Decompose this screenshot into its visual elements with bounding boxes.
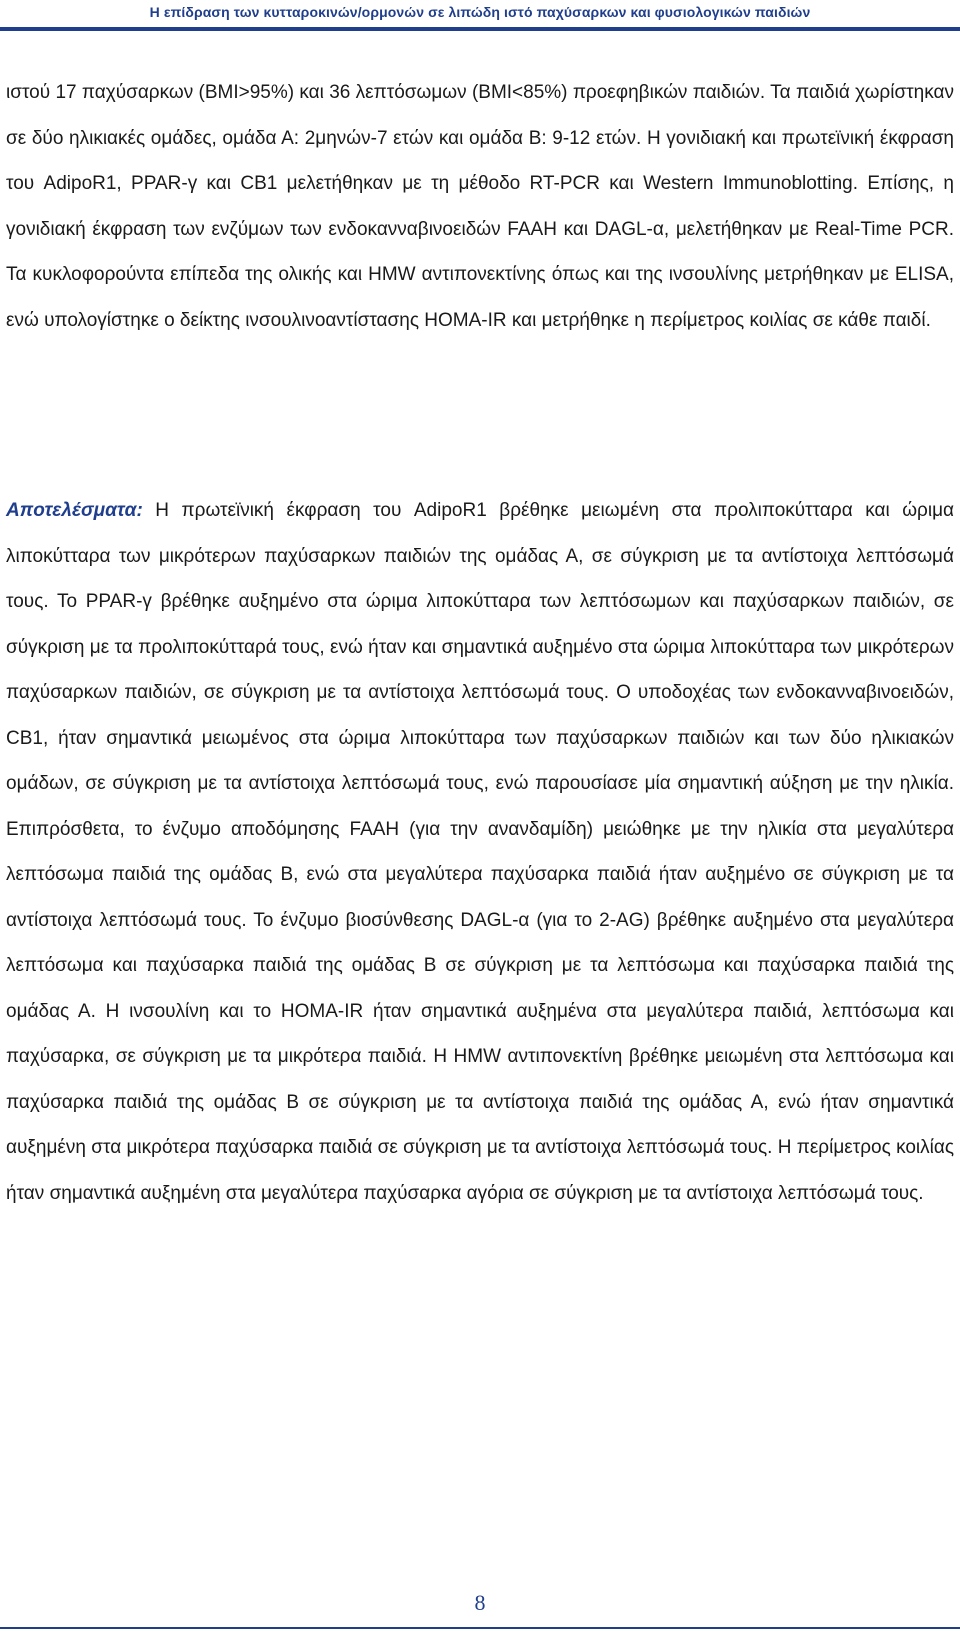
- page-number: 8: [474, 1590, 486, 1615]
- results-paragraph: [6, 488, 954, 1216]
- results-text: Η πρωτεϊνική έκφραση του AdipoR1 βρέθηκε μειωμένη στα προλιποκύτταρα και ώριμα λιποκύτταρα των μικρότερων παχύσαρκων παιδιών της ομάδας Α, σε σύγκριση με τα αντίστοιχα λεπτόσωμά τους. Το PPAR-γ βρέθηκε αυξημένο στα ώριμα λιποκύτταρα των λεπτόσωμων και παχύσαρκων παιδιών, σε σύγκριση με τα προλιποκύτταρά τους, ενώ ήταν και σημαντικά αυξημένο στα ώριμα λιποκύτταρα των μικρότερων παχύσαρκων παιδιών, σε σύγκριση με τα αντίστοιχα λεπτόσωμά τους. Ο υποδοχέας των ενδοκανναβινοειδών, CB1, ήταν σημαντικά μειωμένος στα ώριμα λιποκύτταρα των παχύσαρκων παιδιών και των δύο ηλικιακών ομάδων, σε σύγκριση με τα αντίστοιχα λεπτόσωμά τους, ενώ παρουσίασε μία σημαντική αύξηση με την ηλικία. Επιπρόσθετα, το ένζυμο αποδόμησης FAAH (για την ανανδαμίδη) μειώθηκε με την ηλικία στα μεγαλύτερα λεπτόσωμα παιδιά της ομάδας Β, ενώ στα μεγαλύτερα παχύσαρκα παιδιά ήταν αυξημένο σε σύγκριση με τα αντίστοιχα λεπτόσωμά τους. Το ένζυμο βιοσύνθεσης DAGL-α (για το 2-AG) βρέθηκε αυξημένο στα μεγαλύτερα λεπτόσωμα και παχύσαρκα παιδιά της ομάδας Β σε σύγκριση με τα λεπτόσωμα και παχύσαρκα παιδιά της ομάδας Α. Η ινσουλίνη και το HOMA-IR ήταν σημαντικά αυξημένα στα μεγαλύτερα παιδιά, λεπτόσωμα και παχύσαρκα, σε σύγκριση με τα μικρότερα παιδιά. Η HMW αντιπονεκτίνη βρέθηκε μειωμένη στα λεπτόσωμα και παχύσαρκα παιδιά της ομάδας Β σε σύγκριση με τα αντίστοιχα παιδιά της ομάδας Α, ενώ ήταν σημαντικά αυξημένη στα μικρότερα παχύσαρκα παιδιά σε σύγκριση με τα αντίστοιχα λεπτόσωμά τους. Η περίμετρος κοιλίας ήταν σημαντικά αυξημένη στα μεγαλύτερα παχύσαρκα αγόρια σε σύγκριση με τα αντίστοιχα λεπτόσωμά τους.: [6, 500, 954, 1204]
- methods-paragraph: ιστού 17 παχύσαρκων (BMI>95%) και 36 λεπτόσωμων (BMI<85%) προεφηβικών παιδιών. Τα παιδιά χωρίστηκαν σε δύο ηλικιακές ομάδες, ομάδα Α: 2μηνών-7 ετών και ομάδα Β: 9-12 ετών. Η γονιδιακή και πρωτεϊνική έκφραση του AdipoR1, PPAR-γ και CB1 μελετήθηκαν με τη μέθοδο RT-PCR και Western Immunoblotting. Επίσης, η γονιδιακή έκφραση των ενζύμων των ενδοκανναβινοειδών FAAH και DAGL-α, μελετήθηκαν με Real-Time PCR. Τα κυκλοφορούντα επίπεδα της ολικής και HMW αντιπονεκτίνης όπως και της ινσουλίνης μετρήθηκαν με ELISA, ενώ υπολογίστηκε ο δείκτης ινσουλινοαντίστασης HOMA-IR και μετρήθηκε η περίμετρος κοιλίας σε κάθε παιδί.: [6, 82, 954, 331]
- footer-rule: [0, 1627, 960, 1629]
- results-label: Αποτελέσματα:: [6, 500, 143, 521]
- running-header: Η επίδραση των κυτταροκινών/ορμονών σε λιπώδη ιστό παχύσαρκων και φυσιολογικών παιδιών: [149, 4, 811, 20]
- header-rule: [0, 27, 960, 31]
